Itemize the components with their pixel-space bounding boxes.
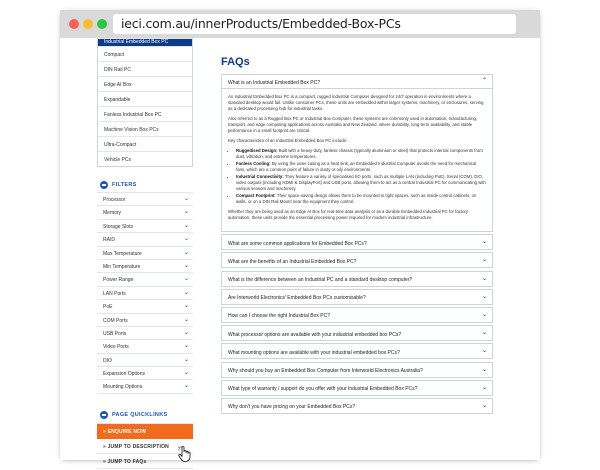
faq-item-difference[interactable] [221,271,493,287]
page-viewport [60,38,540,465]
filter-label: Video Ports [103,344,129,351]
link-icon [100,411,108,419]
bullet-text: By using the outer casing as a heat sink, an Embedded Industrial Computer avoids the need for mechanical fans, which are a common point of failure in dusty or oily environments. [236,161,477,172]
chevron-down-icon: ⌄ [481,348,487,355]
jump-to-faqs-link[interactable]: » JUMP TO FAQs [97,454,193,469]
maximize-window-icon[interactable] [97,19,107,29]
filter-label: Expansion Options [103,371,145,378]
faq-answer-paragraph: Whether they are being used as an Edge AI Box for real-time data analysis or as a durable Embedded Industrial PC for factory automation, these units provide the essential processing power required for modern industrial infrastructure. [228,209,469,220]
filter-mounting-options[interactable] [97,380,193,393]
jump-to-description-label: JUMP TO DESCRIPTION [107,443,169,450]
filter-poe[interactable] [97,300,193,313]
filter-label: DIO [103,357,112,364]
faq-answer-paragraph: Key characteristics of an Industrial Embedded Box PC include: [228,138,348,143]
category-item-expandable[interactable]: Expandable [98,91,192,106]
faq-answer-list [236,148,486,205]
chevron-down-icon: ⌄ [481,293,487,300]
filter-label: LAN Ports [103,290,126,297]
filter-com-ports[interactable] [97,314,193,327]
filter-memory[interactable] [97,206,193,219]
faq-question-text: What mounting options are available with your industrial embedded box PCs? [228,349,400,356]
chevron-down-icon: ⌄ [481,366,487,373]
chevron-down-icon: ⌄ [481,402,487,409]
category-item-vehicle-pcs[interactable]: Vehicle PCs [98,151,192,166]
faq-answer-bullet [236,174,486,192]
chevron-down-icon: ⌄ [183,316,189,323]
faq-item-mounting-options[interactable] [221,343,493,359]
bullet-term: Ruggedised Design: [236,148,278,153]
category-item-compact[interactable]: Compact [98,46,192,61]
chevron-down-icon: ⌄ [481,239,487,246]
faq-question-toggle[interactable] [222,75,492,89]
hand-pointer-icon [178,446,192,462]
bullet-term: Compact Footprint: [236,193,276,198]
category-item-machine-vision[interactable]: Machine Vision Box PCs [98,121,192,136]
filter-min-temperature[interactable] [97,260,193,273]
page-title: FAQs [221,56,250,68]
filter-list [97,193,193,394]
filter-label: Memory [103,210,122,217]
chevron-down-icon: ⌄ [183,236,189,243]
faq-answer-bullet [236,148,486,160]
filter-video-ports[interactable] [97,340,193,353]
chevron-up-icon: ⌃ [481,78,487,84]
faq-item-choose[interactable] [221,307,493,323]
filter-label: Power Range [103,277,134,284]
filter-lan-ports[interactable] [97,287,193,300]
category-item-edge-ai-box[interactable]: Edge AI Box [98,76,192,91]
faq-question-text: What processor options are available with your industrial embedded box PCs? [228,331,402,338]
chevron-down-icon: ⌄ [183,356,189,363]
bullet-text: Their space-saving design allows them to be mounted in tight spaces, such as inside control cabinets, on walls, or on a DIN Rail Mount near the equipment they control. [236,193,477,204]
bullet-text: Built with a heavy-duty, fanless chassis (typically aluminium or steel) that protects internal components from dust, vibration, and extreme temperatures. [236,148,483,159]
chevron-down-icon: ⌄ [183,303,189,310]
filter-label: Processor [103,197,126,203]
category-item-industrial-embedded-box-pc[interactable]: Industrial Embedded Box PC [98,38,192,46]
filters-title: FILTERS [112,181,137,188]
faq-item-processor-options[interactable] [221,325,493,341]
faq-answer-bullet [236,193,486,205]
faq-item-common-applications[interactable] [221,234,493,250]
faq-item-benefits[interactable] [221,252,493,268]
filter-label: Min Temperature [103,263,141,270]
bullet-term: Industrial Connectivity: [236,174,284,179]
chevron-down-icon: ⌄ [183,370,189,377]
faq-item-expanded [221,74,493,232]
filter-usb-ports[interactable] [97,327,193,340]
filter-label: USB Ports [103,330,127,337]
chevron-down-icon: ⌄ [183,196,189,202]
sidebar [97,38,193,469]
faq-question-text: What is the difference between an Industrial PC and a standard desktop computer? [228,277,413,284]
filter-label: Mounting Options [103,384,143,391]
chevron-down-icon: ⌄ [183,262,189,269]
enquire-now-label: ENQUIRE NOW [107,428,147,435]
filters-header [97,177,193,193]
faq-section [221,38,493,414]
category-item-din-rail-pc[interactable]: DIN Rail PC [98,61,192,76]
filter-power-range[interactable] [97,273,193,286]
faq-question-text: What type of warranty / support do you offer with your Industrial Embedded Box PCs? [228,386,418,393]
chevron-down-icon: ⌄ [183,209,189,216]
browser-titlebar [60,10,540,38]
filter-label: RAID [103,237,115,244]
faq-question-text: What is an Industrial Embedded Box PC? [228,80,320,86]
filter-label: PoE [103,304,113,311]
category-item-ultra-compact[interactable]: Ultra-Compact [98,136,192,151]
filter-label: Storage Slots [103,223,134,230]
chevron-down-icon: ⌄ [481,311,487,318]
faq-answer-paragraph: An Industrial Embedded Box PC is a compact, rugged Industrial Computer designed for 24/7 operation in environments where a standard desktop would fail. Unlike consumer PCs, these units are embedded within larger systems, machinery, or enclosures, serving as a dedicated processing hub for industrial tasks. [228,94,484,111]
quicklinks-header [97,408,193,424]
category-item-fanless-box-pc[interactable]: Fanless Industrial Box PC [98,106,192,121]
jump-to-description-link[interactable]: » JUMP TO DESCRIPTION [97,439,193,454]
filter-icon [100,181,108,189]
address-bar[interactable]: ieci.com.au/innerProducts/Embedded-Box-PCs [113,14,516,34]
filter-max-temperature[interactable] [97,247,193,260]
filter-label: COM Ports [103,317,128,324]
faq-item-why-buy[interactable] [221,362,493,378]
filter-label: Max Temperature [103,250,142,257]
faq-answer [222,89,492,231]
chevron-down-icon: ⌄ [481,330,487,337]
bullet-term: Fanless Cooling: [236,161,271,166]
minimize-window-icon[interactable] [83,19,93,29]
faq-item-pricing[interactable] [221,398,493,414]
quicklinks-title: PAGE QUICKLINKS [112,412,168,419]
faq-question-text: How can I choose the right Industrial Box PC? [228,313,330,320]
chevron-down-icon: ⌄ [481,275,487,282]
chevron-down-icon: ⌄ [183,222,189,229]
chevron-down-icon: ⌄ [183,383,189,390]
faq-answer-paragraph: Also referred to as a Rugged Box PC or Industrial Box Computer, these systems are commonly used in automation, manufacturing, transport, and edge computing applications across Australia and New Zealand, where durability, long-term availability, and stable performance in a small footprint are critical. [228,116,478,133]
filter-storage-slots[interactable] [97,220,193,233]
faq-question-text: What are some common applications for Embedded Box PCs? [228,240,367,247]
chevron-down-icon: ⌄ [183,329,189,336]
faq-question-text: Are Interworld Electronics' Embedded Box PCs customisable? [228,295,366,302]
faq-question-text: What are the benefits of an Industrial Embedded Box PC? [228,258,357,265]
close-window-icon[interactable] [69,19,79,29]
category-list [97,38,193,167]
chevron-down-icon: ⌄ [481,257,487,264]
chevron-down-icon: ⌄ [183,249,189,256]
faq-answer-bullet [236,161,486,173]
chevron-down-icon: ⌄ [183,343,189,350]
filter-expansion-options[interactable] [97,367,193,380]
chevron-down-icon: ⌄ [183,276,189,283]
enquire-now-button[interactable]: » ENQUIRE NOW [97,424,193,439]
bullet-text: They feature a variety of specialised I/O ports, such as multiple LAN (including PoE), Serial (COM), DIO, video outputs (including HDMI & DisplayPort) and USB ports, allowing them to act as a central Industrial PC for communicating with various sensors and machinery. [236,174,486,191]
faq-item-customisable[interactable] [221,289,493,305]
filter-raid[interactable] [97,233,193,246]
jump-to-faqs-label: JUMP TO FAQs [107,458,147,465]
filter-dio[interactable] [97,354,193,367]
chevron-down-icon: ⌄ [183,289,189,296]
chevron-down-icon: ⌄ [481,384,487,391]
faq-item-warranty[interactable] [221,380,493,396]
filter-processor[interactable] [97,193,193,206]
browser-window [60,10,540,465]
faq-question-text: Why should you buy an Embedded Box Computer from Interworld Electronics Australia? [228,368,423,374]
faq-question-text: Why don't you have pricing on your Embedded Box PCs? [228,404,356,411]
